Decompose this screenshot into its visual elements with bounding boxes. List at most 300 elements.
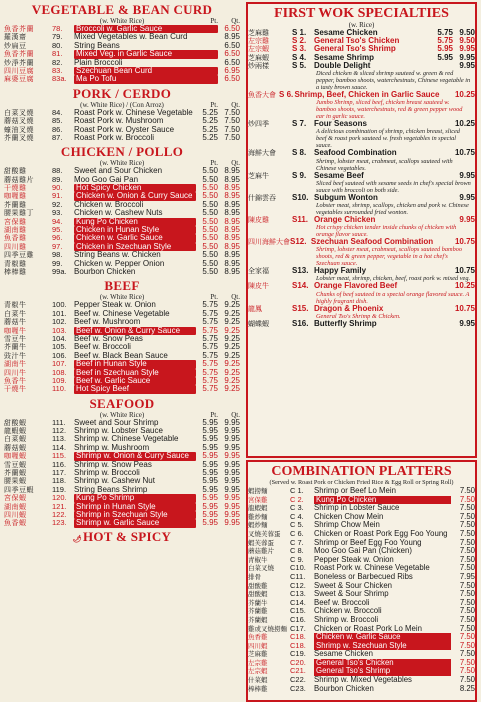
item-number: 86. [52, 124, 63, 134]
item-number: S11. [292, 214, 309, 224]
item-number: C21. [290, 666, 306, 676]
item-number: S10. [292, 192, 309, 202]
item-name: Szechuan Seafood Combination [310, 237, 434, 247]
item-pint-price: 5.95 [202, 442, 218, 452]
item-chinese-name: 什錦雲吞 [248, 193, 276, 202]
combo-row [248, 685, 475, 694]
item-name: Chicken w. Broccoli [314, 606, 382, 616]
specialty-row [248, 267, 475, 275]
item-number: 83. [52, 65, 63, 75]
item-pint-price: 5.95 [202, 493, 218, 503]
item-name: Roast Pork w. Oyster Sauce [74, 124, 175, 134]
item-quart-price: 9.95 [224, 468, 240, 478]
item-pint-price [431, 216, 453, 224]
item-price: 10.75 [454, 303, 475, 313]
item-number: C 2. [290, 494, 304, 504]
item-chinese-name: 白菜叉燒 [248, 564, 274, 573]
item-pint-price: 5.95 [437, 44, 453, 54]
item-name: Sesame Beef [314, 170, 364, 180]
item-name: Shrimp w. Szechuan Style [314, 642, 451, 651]
item-description: Shrimp, lobster meat, crabmeat, scallops sauteed bamboo shoots, red & green pepper, vegetable in a hot chef's Szechuan sauce. [316, 246, 463, 268]
item-pint-price: 5.50 [202, 216, 218, 226]
item-number: 118. [52, 476, 67, 486]
specialty-row [248, 172, 475, 180]
item-chinese-name: 雞炒麵 [248, 512, 268, 521]
item-pint-price: 5.95 [202, 459, 218, 469]
item-chinese-name: 龍蝦蝦 [4, 427, 27, 436]
item-price: 7.50 [459, 675, 475, 685]
section-title: BEEF [104, 278, 140, 294]
item-pint-price: 5.95 [202, 417, 218, 427]
item-name: Beef in Szechuan Style [74, 369, 196, 377]
left-column [4, 0, 240, 700]
item-price: 10.25 [454, 119, 475, 129]
item-price: 7.50 [459, 623, 475, 633]
section-title: PORK / CERDO [72, 85, 172, 101]
item-name: Moo Goo Gai Pan (Chicken) [314, 546, 412, 556]
item-chinese-name: 雞或叉燒撈麵 [248, 624, 287, 633]
menu-row [4, 268, 240, 276]
item-name: Mixed Vegetables w. Bean Curd [74, 32, 188, 42]
item-description: Hot crispy chicken tender inside chunks of chicken with orange flavor sauce. [316, 224, 457, 239]
item-chinese-name: 四川海鮮大會 [248, 238, 290, 247]
item-price: 9.50 [459, 28, 475, 37]
item-number: S 8. [292, 148, 307, 158]
item-quart-price: 6.50 [224, 74, 240, 84]
item-pint-price: 5.75 [202, 342, 218, 352]
item-price: 9.50 [459, 36, 475, 46]
item-price: 7.50 [459, 640, 475, 650]
item-number: C 6. [290, 528, 304, 538]
item-chinese-name: 青椒牛 [4, 301, 27, 310]
item-number: C15. [290, 606, 306, 616]
item-pint-price: 5.50 [202, 183, 218, 193]
item-number: 106. [52, 350, 67, 360]
item-price: 7.50 [459, 657, 475, 667]
specialty-row [248, 305, 475, 313]
item-description: A delicious combination of shrimp, chicken breast, sliced beef & roast pork sauteed w. fresh vegetables in special sauce. [316, 128, 460, 150]
item-quart-price: 8.95 [224, 183, 240, 193]
item-pint-price: 5.75 [202, 384, 218, 394]
item-name: Beef in Hunan Style [74, 360, 196, 368]
item-name: Shrimp, Beef, Chicken in Garlic Sauce [294, 89, 440, 99]
item-number: C 1. [290, 486, 304, 495]
item-number: 104. [52, 333, 67, 343]
item-chinese-name: 魚香芥蘭 [4, 25, 34, 33]
item-pint-price [431, 320, 453, 328]
item-number: C20. [290, 657, 306, 667]
item-pint-price: 5.95 [202, 501, 218, 511]
item-name: Sesame Chicken [314, 28, 378, 37]
item-chinese-name: 芥蘭牛 [248, 598, 268, 607]
item-chinese-name: 四川蝦 [4, 510, 27, 519]
item-price: 7.50 [459, 494, 475, 504]
item-name: Orange Chicken [314, 214, 376, 224]
item-number: C12. [290, 580, 306, 590]
item-pint-price: 5.75 [202, 350, 218, 360]
item-quart-price: 8.95 [224, 233, 240, 243]
item-chinese-name: 甜酸雞 [4, 167, 27, 176]
item-chinese-name: 蘑菇叉燒 [4, 117, 34, 126]
item-pint-price: 5.50 [202, 191, 218, 201]
item-name: Beef w. Black Bean Sauce [74, 350, 168, 360]
pt-label: Pt. [210, 159, 218, 168]
item-number: S 2. [292, 36, 307, 46]
item-pint-price: 5.95 [202, 476, 218, 486]
specialty-row [248, 149, 475, 157]
item-name: Chicken w. Cashew Nuts [74, 208, 163, 218]
item-name: Butterfly Shrimp [314, 318, 377, 328]
item-name: Shrimp w. Garlic Sauce [74, 519, 196, 527]
item-quart-price: 9.25 [224, 384, 240, 394]
item-chinese-name: 左宗蝦 [248, 45, 269, 54]
item-name: String Beans [74, 40, 120, 50]
item-name: Chicken w. Onion & Curry Sauce [74, 192, 196, 200]
item-price: 7.50 [459, 666, 475, 676]
item-name: Plain Broccoli [74, 57, 123, 67]
item-name: Ma Po Tofu [74, 75, 218, 83]
item-price: 7.50 [459, 486, 475, 495]
item-name: Sesame Shrimp [314, 52, 375, 62]
item-pint-price [431, 305, 453, 313]
qt-label: Qt. [231, 100, 240, 109]
item-name: Shrimp w. Mushroom [74, 442, 150, 452]
item-quart-price: 9.95 [224, 442, 240, 452]
item-chinese-name: 蘑菇牛 [4, 318, 27, 327]
item-price: 9.95 [459, 318, 475, 328]
item-name: Beef w. Onion & Curry Sauce [74, 327, 196, 335]
item-number: 102. [52, 317, 67, 327]
item-pint-price: 5.50 [202, 166, 218, 176]
item-chinese-name: 白菜叉燒 [4, 108, 34, 117]
item-quart-price: 9.95 [224, 484, 240, 494]
item-chinese-name: 陳皮雞 [248, 215, 269, 224]
item-quart-price: 9.25 [224, 325, 240, 335]
section-subtitle: (w. White Rice) / (Con Arroz) [80, 100, 164, 109]
item-name: Sweet and Sour Chicken [74, 166, 163, 176]
item-name: Chicken w. Garlic Sauce [314, 633, 451, 642]
item-chinese-name: 龍鳳 [248, 304, 262, 313]
item-price: 10.25 [454, 89, 475, 99]
item-number: 101. [52, 308, 67, 318]
item-chinese-name: 甜酸雞 [248, 581, 268, 590]
item-number: 97. [52, 241, 63, 251]
item-price: 9.95 [459, 60, 475, 70]
item-name: Hot Spicy Beef [74, 385, 196, 393]
item-pint-price: 5.25 [202, 124, 218, 134]
item-name: Shrimp w. Chinese Vegetable [74, 434, 179, 444]
item-name: Roast Pork w. Mushroom [74, 116, 164, 126]
item-description: Lobster meat, shrimp, scallops, chicken and pork w. Chinese vegetables surrounded fried wonton. [316, 201, 469, 216]
specialties-title: FIRST WOK SPECIALTIES [274, 6, 449, 21]
item-list [4, 419, 240, 528]
menu-row [4, 33, 240, 41]
hot-pepper-icon: 🌶︎ [72, 534, 82, 543]
item-quart-price: 9.25 [224, 375, 240, 385]
item-number: S 1. [292, 28, 307, 37]
item-pint-price: 5.25 [202, 132, 218, 142]
item-chinese-name: 蘑菇雞片 [4, 175, 34, 184]
section-subtitle: (w. White Rice) [99, 410, 145, 419]
item-pint-price: 5.75 [437, 28, 453, 37]
section-subtitle: (w. White Rice) [99, 159, 145, 168]
item-number: S 7. [292, 119, 307, 129]
item-pint-price: 5.95 [202, 518, 218, 528]
item-quart-price: 9.25 [224, 300, 240, 310]
item-price: 7.50 [459, 563, 475, 573]
item-chinese-name: 宮保雞 [4, 217, 27, 226]
pt-label: Pt. [210, 17, 218, 25]
item-number: C18. [290, 640, 306, 650]
section-title: SEAFOOD [89, 395, 155, 411]
item-quart-price: 7.50 [224, 116, 240, 126]
item-name: Chicken Chow Mein [314, 511, 384, 521]
item-number: 94. [52, 216, 63, 226]
combo-box [246, 460, 477, 702]
item-price: 7.50 [459, 606, 475, 616]
item-pint-price [431, 62, 453, 70]
item-name: Beef w. Snow Peas [74, 333, 143, 343]
item-name: Shrimp or Beef Egg Foo Young [314, 537, 422, 547]
item-price: 7.50 [459, 546, 475, 556]
item-pint-price: 5.75 [202, 300, 218, 310]
item-number: 99a. [52, 266, 67, 276]
item-description: Diced chicken & sliced shrimp sauteed w. green & red pepper, bamboo shoots, waterchestnuts, Chinese vegetable in a tasty brown sauce. [316, 69, 471, 91]
item-pint-price: 5.75 [202, 325, 218, 335]
pt-label: Pt. [210, 100, 218, 109]
item-price: 10.75 [454, 266, 475, 276]
item-name: Beef w. Mushroom [74, 317, 141, 327]
specialties-box [246, 2, 477, 458]
item-chinese-name: 湖南牛 [4, 360, 27, 369]
qt-label: Qt. [231, 159, 240, 168]
item-chinese-name: 芥蘭叉燒 [4, 133, 34, 142]
item-quart-price: 6.50 [224, 40, 240, 50]
item-name: Beef w. Broccoli [314, 597, 370, 607]
item-number: C18. [290, 632, 306, 642]
item-number: 95. [52, 225, 63, 235]
item-number: 85. [52, 116, 63, 126]
item-quart-price: 7.50 [224, 132, 240, 142]
item-price: 9.95 [459, 192, 475, 202]
item-price: 7.50 [459, 537, 475, 547]
item-chinese-name: 炒四季 [248, 120, 269, 129]
item-number: 114. [52, 442, 67, 452]
item-chinese-name: 魚香雞 [248, 633, 268, 642]
item-chinese-name: 蘑菇蝦 [4, 443, 27, 452]
item-price: 7.50 [459, 589, 475, 599]
item-chinese-name: 干燒牛 [4, 385, 27, 394]
item-pint-price: 5.50 [202, 225, 218, 235]
item-pint-price: 5.95 [202, 509, 218, 519]
item-number: 121. [52, 501, 67, 511]
section-title: CHICKEN / POLLO [60, 144, 184, 160]
item-name: Four Seasons [314, 119, 367, 129]
item-name: String Beans w. Chicken [74, 250, 161, 260]
menu-row [4, 134, 240, 142]
item-chinese-name: 炒扁豆 [4, 41, 27, 50]
item-pint-price: 5.75 [202, 367, 218, 377]
item-number: C11. [290, 571, 306, 581]
item-chinese-name: 棒棒雞 [248, 684, 268, 693]
item-chinese-name: 咖喱雞 [4, 192, 27, 201]
item-chinese-name: 腰果雞丁 [4, 209, 34, 218]
item-price: 9.95 [459, 214, 475, 224]
item-chinese-name: 羅漢齋 [4, 33, 27, 42]
item-number: 113. [52, 434, 67, 444]
item-name: Double Delight [314, 60, 371, 70]
item-chinese-name: 左宗雞 [248, 37, 269, 46]
item-number: 119. [52, 484, 67, 494]
item-description: Sliced beef sauteed with sesame seeds in chef's special brown sauce with broccoli on both side. [316, 179, 471, 194]
item-pint-price: 5.50 [202, 199, 218, 209]
item-name: Beef w. Broccoli [74, 342, 131, 352]
item-number: S12. [290, 237, 307, 247]
item-chinese-name: 棒棒雞 [4, 267, 27, 276]
item-number: S 5. [292, 60, 307, 70]
item-chinese-name: 蘑菇雞片 [248, 547, 274, 556]
item-number: 115. [52, 451, 67, 461]
item-number: 91. [52, 191, 63, 201]
item-quart-price: 9.95 [224, 509, 240, 519]
section-vegetable [4, 3, 240, 84]
item-chinese-name: 四川牛 [4, 368, 27, 377]
item-number: 89. [52, 174, 63, 184]
item-pint-price [431, 120, 453, 128]
item-list [4, 109, 240, 143]
item-chinese-name: 炒兩樣 [248, 61, 269, 70]
item-name: Orange Flavored Beef [314, 281, 398, 291]
item-price: 7.50 [459, 649, 475, 659]
item-pint-price: 5.75 [202, 333, 218, 343]
section-chicken [4, 145, 240, 276]
specialty-row [248, 238, 475, 246]
item-name: General Tso's Shrimp [314, 44, 396, 54]
item-quart-price: 9.95 [224, 459, 240, 469]
item-pint-price: 5.50 [202, 241, 218, 251]
item-number: S15. [292, 303, 309, 313]
item-quart-price: 8.95 [224, 32, 240, 42]
item-chinese-name: 宮保雞 [248, 495, 268, 504]
item-number: 105. [52, 342, 67, 352]
item-number: 108. [52, 367, 67, 377]
item-number: C10. [290, 563, 306, 573]
item-quart-price: 8.95 [224, 199, 240, 209]
item-price: 7.50 [459, 614, 475, 624]
item-pint-price: 5.75 [202, 308, 218, 318]
item-name: General Tso's Chicken [314, 659, 451, 668]
item-price: 7.95 [459, 571, 475, 581]
item-number: C 9. [290, 554, 304, 564]
item-pint-price: 5.50 [202, 266, 218, 276]
item-description: Lobster meat, shrimp, chicken, beef, roast pork w. mixed veg. [316, 275, 471, 283]
item-name: Shrimp w. Broccoli [74, 468, 140, 478]
item-price: 8.25 [459, 683, 475, 693]
item-number: C 3. [290, 503, 304, 513]
item-number: S16. [292, 318, 309, 328]
item-number: 111. [52, 417, 66, 427]
item-chinese-name: 蠔油叉燒 [4, 125, 34, 134]
item-name: Boneless or Barbecued Ribs [314, 571, 413, 581]
item-name: Happy Family [314, 266, 367, 276]
item-pint-price: 5.25 [202, 116, 218, 126]
item-chinese-name: 芥蘭雞 [4, 200, 27, 209]
item-name: Kung Po Chicken [314, 496, 451, 505]
item-number: C 5. [290, 520, 304, 530]
item-quart-price: 9.25 [224, 317, 240, 327]
item-chinese-name: 魚香蝦 [4, 519, 27, 528]
pt-label: Pt. [210, 410, 218, 419]
item-number: C 7. [290, 537, 304, 547]
specialties-list [248, 29, 475, 328]
item-chinese-name: 芥蘭牛 [4, 343, 27, 352]
item-chinese-name: 甜酸蝦 [248, 590, 268, 599]
item-quart-price: 8.95 [224, 250, 240, 260]
item-number: 112. [52, 426, 67, 436]
item-name: Chicken w. Garlic Sauce [74, 234, 196, 242]
item-quart-price: 9.95 [224, 501, 240, 511]
item-chinese-name: 腰果蝦 [4, 477, 27, 486]
item-number: 79. [52, 32, 63, 42]
item-quart-price: 9.95 [224, 434, 240, 444]
item-name: Shrimp w. Cashew Nut [74, 476, 155, 486]
item-number: 117. [52, 468, 67, 478]
hot-spicy-title: HOT & SPICY [82, 528, 172, 544]
item-chinese-name: 干燒雞 [4, 184, 27, 193]
item-number: C14. [290, 597, 306, 607]
item-name: Shrimp in Lobster Sauce [314, 503, 400, 513]
item-number: C 8. [290, 546, 304, 556]
item-chinese-name: 四季豆雞 [4, 251, 34, 260]
section-subtitle: (w. White Rice) [99, 293, 145, 302]
item-chinese-name: 魚香大會 [248, 90, 276, 99]
item-name: Hot Spicy Chicken [74, 184, 196, 192]
item-number: 83a. [52, 74, 67, 84]
item-quart-price: 6.50 [224, 24, 240, 33]
item-price: 7.50 [459, 554, 475, 564]
specialties-subtitle: (w. Rice) [348, 21, 375, 29]
item-number: 110. [52, 384, 67, 394]
item-number: C 4. [290, 511, 304, 521]
item-chinese-name: 炒淨芥蘭 [4, 58, 34, 67]
item-list [4, 25, 240, 84]
specialty-row [248, 282, 475, 290]
item-quart-price: 6.50 [224, 49, 240, 59]
item-quart-price: 9.95 [224, 518, 240, 528]
item-number: 98. [52, 250, 63, 260]
item-pint-price [431, 149, 453, 157]
right-column [246, 0, 477, 700]
item-price: 10.75 [454, 148, 475, 158]
item-pint-price: 5.75 [202, 359, 218, 369]
menu-row [4, 50, 240, 58]
item-chinese-name: 四季豆蝦 [4, 485, 34, 494]
item-name: Kung Po Chicken [74, 218, 196, 226]
item-name: Pepper Steak w. Onion [314, 554, 394, 564]
item-number: 92. [52, 199, 63, 209]
item-number: C13. [290, 589, 306, 599]
item-quart-price: 8.95 [224, 241, 240, 251]
item-description: General Tso's Shrimp & Chicken. [316, 312, 401, 320]
item-name: Shrimp or Beef Lo Mein [314, 486, 396, 495]
item-chinese-name: 陳皮牛 [248, 282, 269, 291]
menu-row [4, 67, 240, 75]
item-chinese-name: 魚香芥蘭 [4, 50, 34, 59]
item-name: Mixed Veg. in Garlic Sauce [74, 50, 218, 58]
item-name: Chicken w. Pepper Onion [74, 258, 165, 268]
item-number: S 3. [292, 44, 307, 54]
item-chinese-name: 芥蘭蝦 [248, 615, 268, 624]
